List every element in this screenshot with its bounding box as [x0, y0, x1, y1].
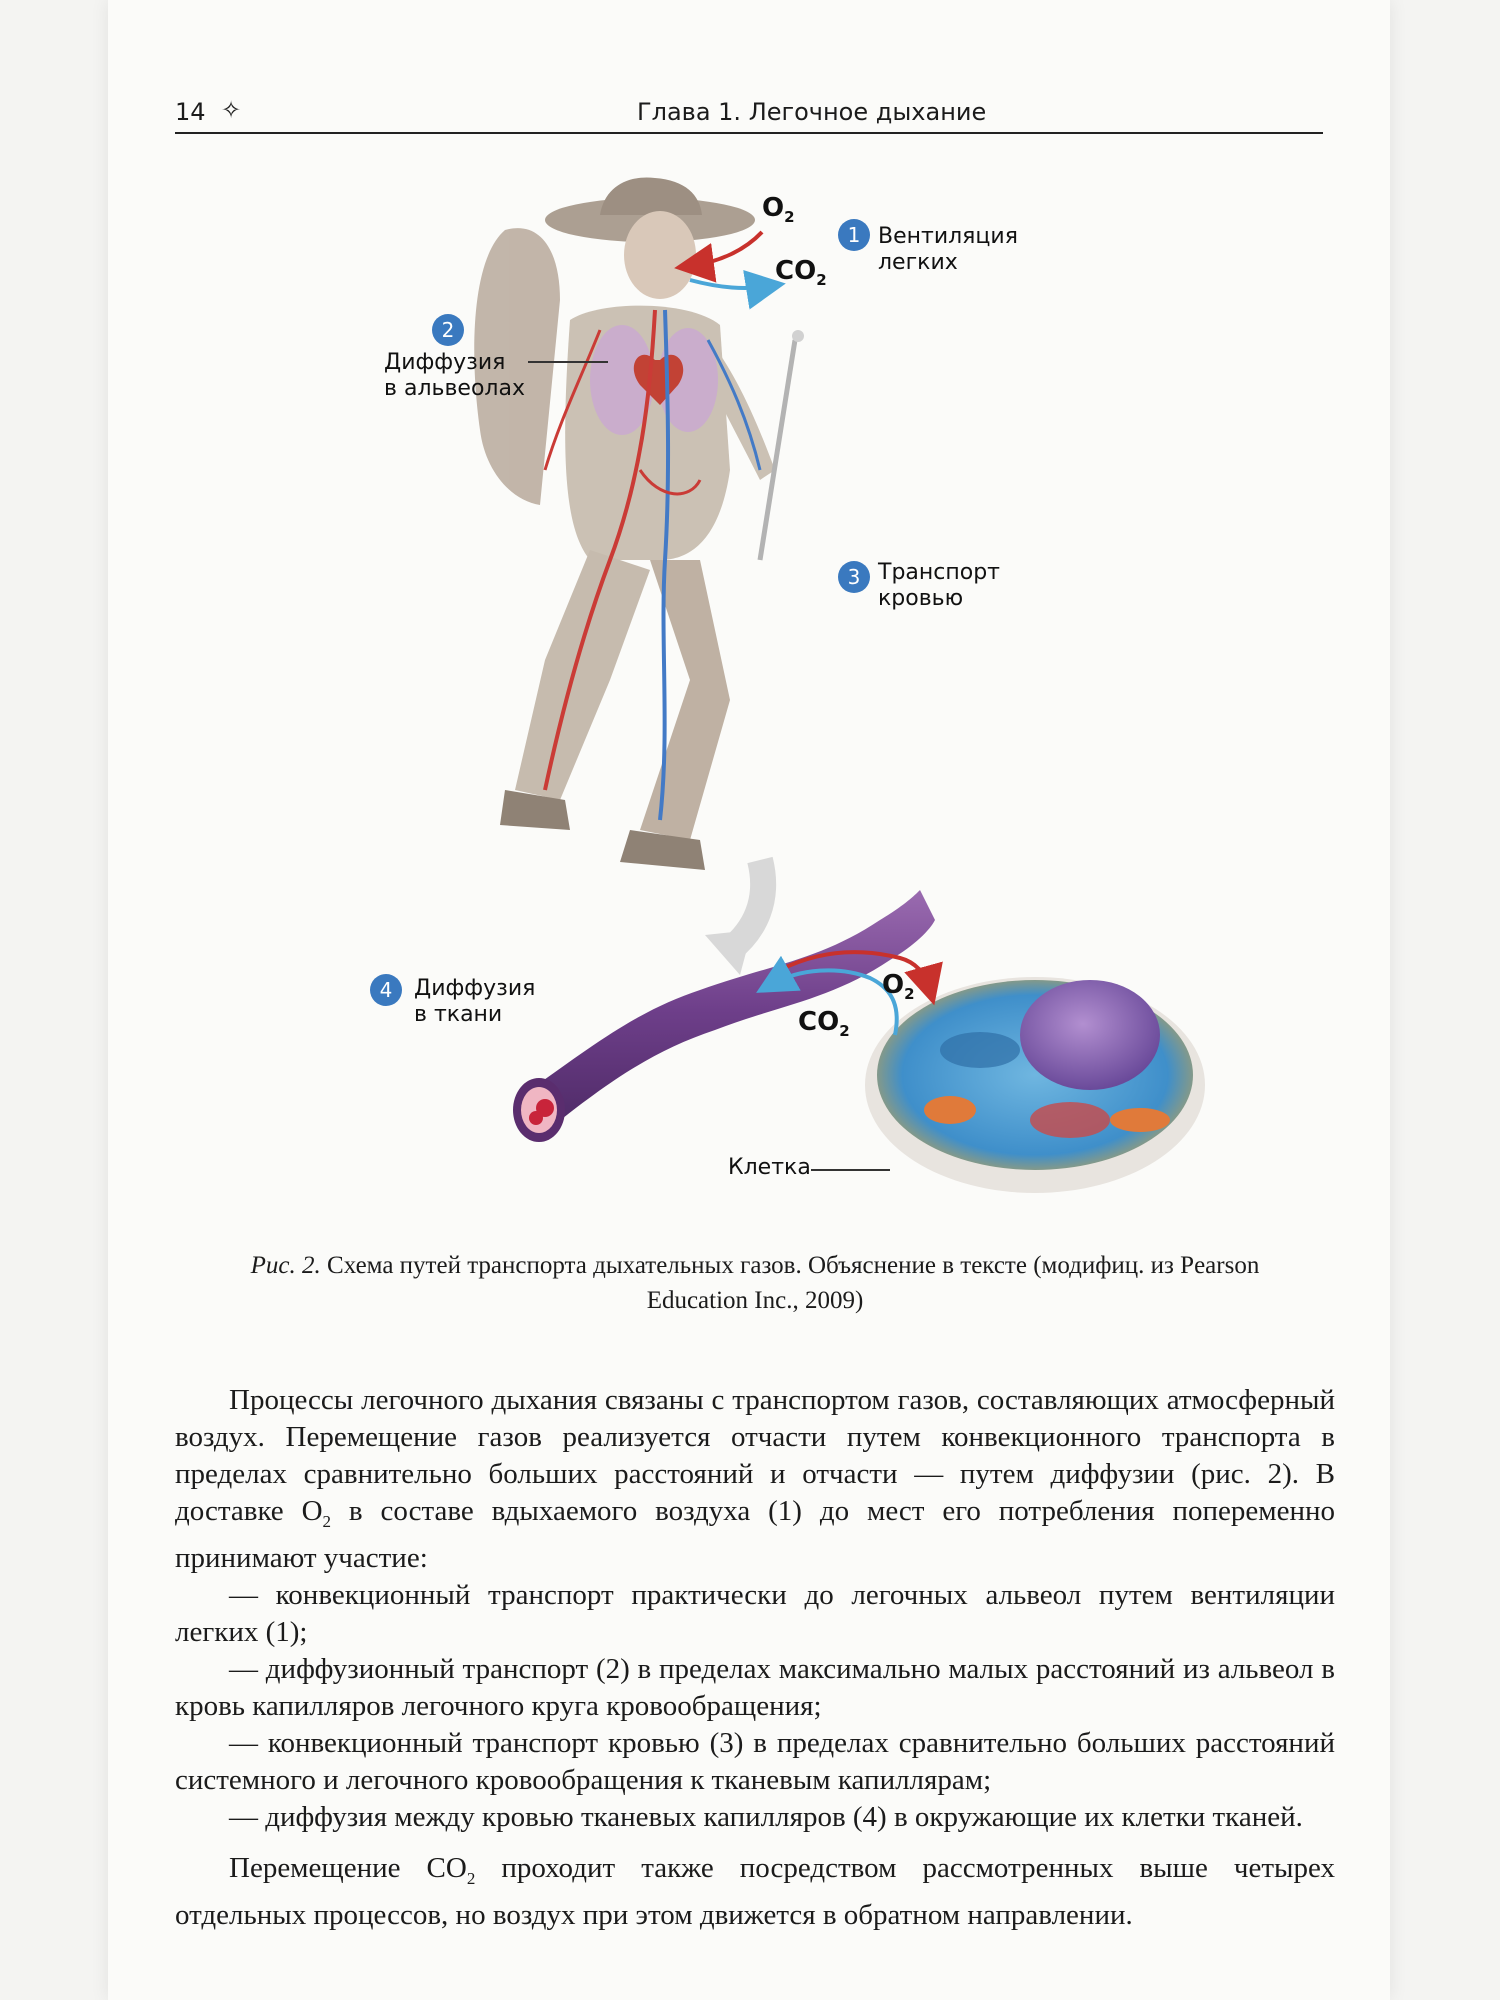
co2-label: $CO_2$ [775, 256, 827, 290]
step-4-label: Диффузия в ткани [414, 976, 536, 1027]
body-text [175, 1382, 1335, 1934]
list-item-4: — диффузия между кровью тканевых капилляров (4) в окружающие их клетки тканей. [229, 1800, 1303, 1833]
step-2-badge: 2 [432, 314, 464, 346]
figure-caption [175, 1248, 1335, 1318]
cell-label: Клетка [728, 1155, 811, 1180]
o2-label: $O_2$ [762, 193, 795, 227]
list-item-3: — конвекционный транспорт кровью (3) в пределах сравнительно больших расстояний системного и легочного кровообращения к тканевым капиллярам; [175, 1726, 1335, 1796]
step-2-label: Диффузия в альвеолах [384, 350, 525, 401]
paragraph-2: Перемещение $CO_2$ проходит также посредством рассмотренных выше четырех отдельных процессов, но воздух при этом движется в обратном направлении. [175, 1851, 1335, 1931]
step-1-label: Вентиляция легких [878, 224, 1018, 275]
chapter-title: Глава 1. Легочное дыхание [637, 98, 987, 126]
step-1-badge: 1 [838, 219, 870, 251]
caption-line-1: Схема путей транспорта дыхательных газов. Объяснение в тексте (модифиц. из Pearson [320, 1252, 1260, 1279]
caption-line-2: Education Inc., 2009) [646, 1287, 864, 1314]
step-3-badge: 3 [838, 561, 870, 593]
co2-label-tissue: $CO_2$ [798, 1007, 850, 1041]
paragraph-1: Процессы легочного дыхания связаны с транспортом газов, составляющих атмосферный воздух. Перемещение газов реализуется отчасти путем конвекционного транспорта в пределах сравнительно больших расстояний и отчасти — путем диффузии (рис. 2). В доставке $O_2$ в составе вдыхаемого воздуха (1) до мест его потребления попеременно принимают участие: [175, 1384, 1336, 1574]
o2-label-tissue: $O_2$ [882, 970, 915, 1004]
page-number: 14 [175, 98, 206, 126]
star-ornament-icon: ✧ [221, 96, 242, 124]
caption-prefix: Рис. 2. [250, 1252, 321, 1279]
hiker-figure [474, 177, 804, 870]
step-4-badge: 4 [370, 974, 402, 1006]
list-item-2: — диффузионный транспорт (2) в пределах максимально малых расстояний из альвеол в кровь капилляров легочного круга кровообращения; [175, 1652, 1335, 1722]
list-item-1: — конвекционный транспорт практически до легочных альвеол путем вентиляции легких (1); [175, 1578, 1335, 1648]
step-3-label: Транспорт кровью [878, 560, 1000, 611]
cell [865, 977, 1205, 1193]
